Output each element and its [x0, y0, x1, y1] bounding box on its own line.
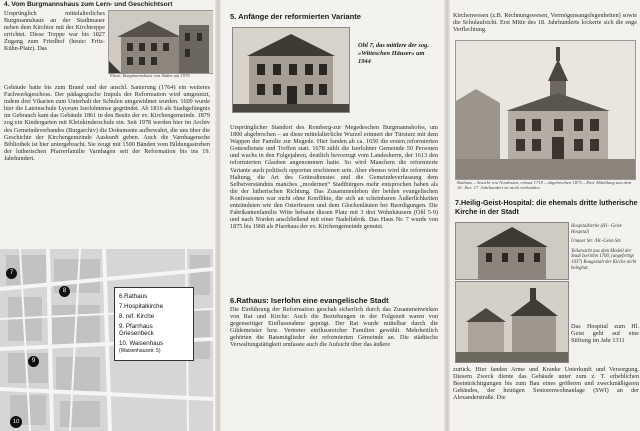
map-marker-10[interactable]	[10, 416, 22, 428]
marker-10-label: 10	[13, 419, 19, 425]
legend-waisenhaus-label: 10. Waisenhaus	[119, 340, 164, 347]
ohl-7-illustration	[233, 28, 349, 112]
rathaus-caption: Rathaus – Ansicht von Nordosten, erbaut 1718 – abgebrochen 1875 – Eine Abbildung aus dem 16. Jhrt. 17. Jahrhundert ist nicht vorhanden.	[457, 180, 632, 191]
note-address: Unnaer Str. /Hl.-Geist-Str.	[571, 239, 622, 245]
column-middle	[224, 0, 442, 431]
legend-waisenhaus-address: (Waisenhausstr. 5)	[119, 348, 161, 354]
hospital-illustration	[456, 223, 568, 279]
section-7-text: zurück. Hier fanden Arme und Kranke Unterkunft und Versorgung. Diesem Zweck diente das Gebäude unter zum z. T. erheblichen Beeinträchtigungen bis zum Bau eines größeren und zweckmäßigeren Gebäudes, der heutigen Seniorenwohnanlage (SWI) an der Alexanderstraße. Die	[453, 366, 639, 402]
marker-9-label: 9	[31, 358, 36, 364]
city-model-photo	[455, 281, 569, 363]
hospital-notes	[571, 224, 639, 275]
rathaus-drawing	[455, 40, 636, 180]
rathaus-illustration	[456, 41, 635, 179]
section-6-continued-text: Kirchenwesen (z.B. Rechnungswesen, Vermögensangelegenheiten) sowie die Schulaufsicht. Erst Mitte des 18. Jahrhunderts lockerte sich die enge Verflechtung.	[453, 12, 637, 34]
map-marker-9[interactable]	[28, 356, 39, 367]
hospital-photo	[455, 222, 569, 280]
section-5-text: Ursprünglicher Standort des Romberg-zur Megedeschen Burgmannshofes, um 1800 abgebrochen – an diese mittelalterliche Wurzel erinnert der Türsturz mit dem Wappen der Familie zur Megede. Hier fanden ab ca. 1650 die ersten reformierten Gottesdienste und Treffen statt. 1678 zählt die Iserlohner Gemeinde 50 Personen und wuchs in den Folgejahren, deutlich bevorzugt vom Landesherrn, der 1613 den reformierten Glauben angenommen hatte. So wird Manchem die reformierte Variante auch politisch opportun erschienen sein. Aber ebenso wird die reformierte Haltung, die Art des Gottesdienstes und die Gemeindeverfassung dem Selbstverständnis manches „modernen“ Stadtbürgers mehr entsprochen haben als die der lutherischen Richtung. Das Zusammenleben der beiden evangelischen Konfessionen war nicht ohne Konflikte, die sich an scheinbaren Äußerlichkeiten entzündeten wie den Osterfeuern und dem Glockenläuten bei Beerdigungen. Die Fabrikantenfamilie Witte bebaute diesen Platz mit 3 drei Wohnhäusern (Ohl 5-9) und nach Norden anschließend mit einer Nadelfabrik. Das Haus Nr. 7 wurde von 1875 bis 1968 als Pfarrhaus der ev. Kirchengemeinde genutzt.	[230, 124, 438, 231]
section-5-heading: 5. Anfänge der reformierten Variante	[230, 12, 361, 21]
fold-line-left	[215, 0, 221, 431]
marker-7-label: 7	[9, 270, 14, 276]
burgmannshaus-illustration	[109, 11, 213, 73]
section-6-text: Die Einführung der Reformation geschah sicherlich durch das Zusammenwirken von Rat und Kirche: Auch die Beziehungen in der Folgezeit waren von gegenseitiger Einflussnahme geprägt. Der Rat wurde mittelbar durch die Gildemeister bzw. Vertreter einflussreicher Familien gewählt. Mehrheitlich gehörten die Ratsmitglieder der reformierten Gemeinde an. Die städtische Verwaltungstätigkeit umfasste auch die Aufsicht über das äußere	[230, 306, 438, 349]
legend-item-rathaus: 6.Rathaus	[119, 293, 148, 300]
legend-item-hospitalkirche: 7.Hospitalkirche	[119, 303, 164, 310]
map-marker-8[interactable]	[59, 286, 70, 297]
burgmannshaus-caption: Ehem. Burgmannshaus von Süden um 1970	[110, 73, 190, 78]
legend-item-pfarrhaus: 9. Pfarrhaus Griesenbeck	[119, 323, 154, 337]
section-4-intro-text: Ursprünglich mittelalterliches Burgmannshaus an der Stadtmauer neben dem Kirchtor mit der Kirchtreppe errichtet. Diese Treppe war bis 1827 Zugang zum Friedhof (heute: Fritz-Kühn-Platz). Das	[4, 10, 105, 53]
marker-8-label: 8	[62, 288, 67, 294]
section-7-side-text: Das Hospital zum Hl. Geist geht auf eine Stiftung im Jahr 1311	[571, 323, 639, 345]
legend-item-ref-kirche: 8. ref. Kirche	[119, 313, 155, 320]
city-model-illustration	[456, 282, 568, 362]
map-marker-7[interactable]	[6, 268, 17, 279]
section-7-heading: 7.Heilig-Geist-Hospital: die ehemals dritte lutherische Kirche in der Stadt	[455, 198, 638, 216]
section-4-heading: 4. Vom Burgmannshaus zum Lern- und Geschichtsort	[4, 1, 173, 8]
note-hospitalkirche: Hospitalkirche (Hl.- Geist-Hospital)	[571, 224, 623, 235]
note-model: Teilansicht aus dem Modell der Stadt Iserlohn 1700, (angefertigt 1937) Baugestalt der Kirche nicht belegbar.	[571, 248, 637, 271]
column-left	[0, 0, 213, 431]
column-right	[451, 0, 640, 431]
fold-line-right	[444, 0, 450, 431]
burgmannshaus-photo	[108, 10, 213, 74]
ohl-7-photo	[232, 27, 350, 113]
ohl-7-caption: Ohl 7, das mittlere der sog. »Witteschen Häuser« um 1944	[358, 42, 429, 65]
section-4-body-text: Gebäude hatte bis zum Brand und der anschl. Sanierung (1764) ein weiteres Fachwerkgeschoss. Der pädagogische Impuls der Reformation wird umgesetzt, indem drei Vikarien zum Unterhalt der Schulen umgewidmet wurden. 1609 wurde hier die Lateinschule Lyceum Iserlohnense gegründet. Ab 1816 als Stadtgefängnis im Gebrauch kam das Gebäude 1861 in den Besitz der ev. Kirchengemeinde. 1879 zog ein Kindergarten mit Kleinkinderschule ein. Seit 1978 werden hier im Archiv des Gemeindeverbandes (Burgarchiv) die Dokumente aufbewahrt, die uns über die Geschichte der Kirchengemeinde Auskunft geben. Auch die Varnhagensche Bibliothek ist hier untergebracht. Sie zeugt mit 1500 Bänden vom Bildungsstreben der lutherischen Pfarrerfamilie Varnhagen seit der Reformation bis ins 19. Jahrhundert.	[4, 84, 210, 162]
legend-item-waisenhaus	[119, 340, 189, 355]
map-legend	[114, 287, 194, 361]
section-6-heading: 6.Rathaus: Iserlohn eine evangelische Stadt	[230, 296, 389, 305]
